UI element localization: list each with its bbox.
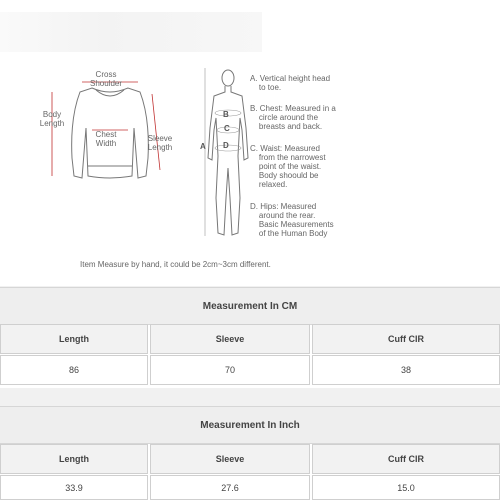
inch-header-length: Length xyxy=(0,444,148,474)
figure-letter-a: A xyxy=(200,142,206,151)
cm-table-title: Measurement In CM xyxy=(0,287,500,325)
inch-value-length: 33.9 xyxy=(0,475,148,500)
inch-header-sleeve: Sleeve xyxy=(150,444,310,474)
note-a: A. Vertical height head to toe. xyxy=(250,74,331,92)
body-length-label: Body Length xyxy=(39,110,65,128)
inch-value-cuff-cir: 15.0 xyxy=(312,475,500,500)
inch-value-sleeve: 27.6 xyxy=(150,475,310,500)
inch-header-cuff-cir: Cuff CIR xyxy=(312,444,500,474)
cm-header-cuff-cir: Cuff CIR xyxy=(312,324,500,354)
garment-measure-lines xyxy=(52,82,160,176)
note-c: C. Waist: Measured from the narrowest point of the waist. Body shoould be relaxed. xyxy=(250,144,326,189)
cm-header-length: Length xyxy=(0,324,148,354)
human-figure-illustration xyxy=(208,70,248,235)
cm-value-length: 86 xyxy=(0,355,148,385)
inch-table-title: Measurement In Inch xyxy=(0,406,500,444)
table-gap-middle xyxy=(0,388,500,406)
chest-width-label: Chest Width xyxy=(95,130,117,148)
faint-header-band xyxy=(0,12,262,52)
size-guide-diagram xyxy=(0,58,500,268)
figure-letter-c: C xyxy=(224,124,230,133)
figure-letter-d: D xyxy=(223,141,229,150)
cm-value-sleeve: 70 xyxy=(150,355,310,385)
cm-value-cuff-cir: 38 xyxy=(312,355,500,385)
figure-letter-b: B xyxy=(223,110,229,119)
note-b: B. Chest: Measured in a circle around the breasts and back. xyxy=(250,104,336,131)
sleeve-length-label: Sleeve Length xyxy=(147,134,173,152)
cross-shoulder-label: Cross Shoulder xyxy=(89,70,123,88)
note-d: D. Hips: Measured around the rear. Basic Measurements of the Human Body xyxy=(250,202,334,238)
measure-disclaimer: Item Measure by hand, it could be 2cm~3cm different. xyxy=(80,260,271,269)
cm-header-sleeve: Sleeve xyxy=(150,324,310,354)
